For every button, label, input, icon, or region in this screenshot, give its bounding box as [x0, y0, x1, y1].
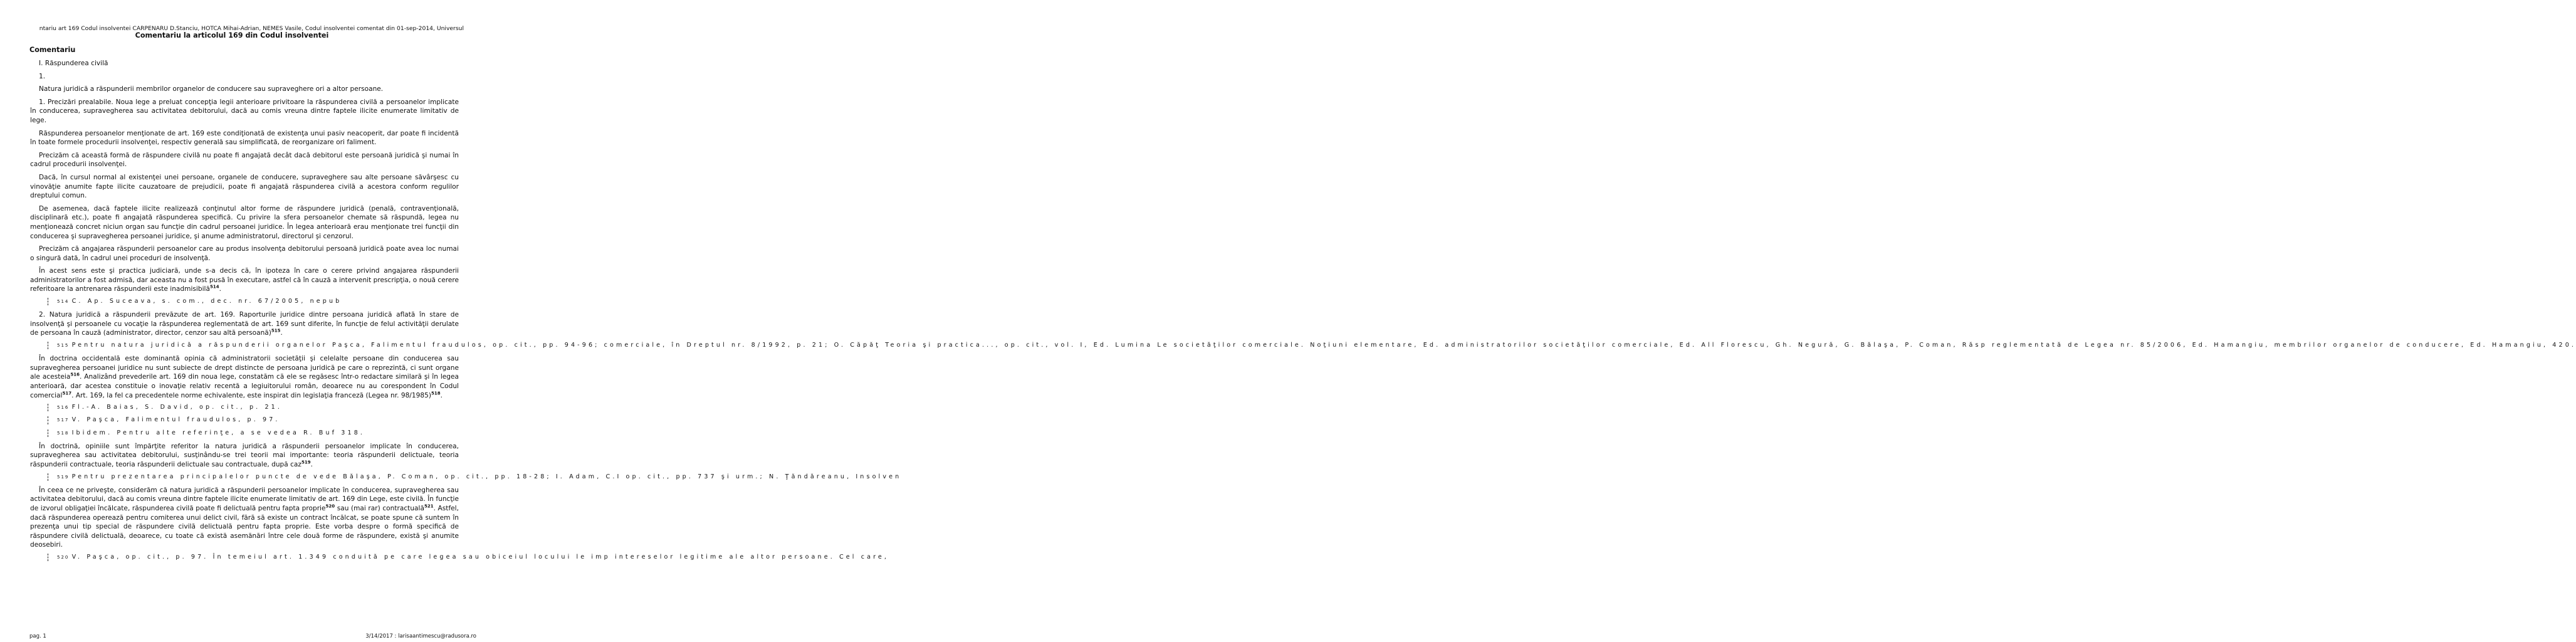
- footnote-ref: 519: [301, 460, 311, 465]
- paragraph-text: Natura juridică a răspunderii membrilor organelor de conducere sau supraveghere ori a altor persoane.: [39, 85, 384, 93]
- document-title: Comentariu la articolul 169 din Codul insolventei: [135, 31, 329, 39]
- footnote-ref: 516: [70, 372, 80, 377]
- footnote-number: 518: [57, 430, 72, 436]
- footer-stamp: 3/14/2017 : larisaantimescu@radusora.ro: [365, 633, 476, 639]
- paragraph-text: sau (mai rar) contractuală: [335, 505, 424, 512]
- footnote-ref: 521: [424, 503, 434, 509]
- paragraph: [30, 204, 459, 241]
- paragraph: [30, 59, 459, 68]
- paragraph-text: . Analizând prevederile art. 169 din noua lege, constatăm că ele se regăsesc într-o redactare similară şi în legea anterioară, dar acestea constituie o inovaţie relativ recentă a legiuitorului român, deoarece nu au corespondent în Codul comercial: [30, 373, 459, 399]
- paragraph-text: Răspunderea persoanelor menţionate de art. 169 este condiţionată de existenţa unui pasiv neacoperit, dar poate fi incidentă în toate formele procedurii insolvenţei, respectiv generală sau simplificată, de reorganizare ori faliment.: [30, 129, 459, 147]
- footnote-text: C. Ap. Suceava, s. com., dec. nr. 67/2005, nepub: [71, 298, 342, 305]
- paragraph-text: . Astfel, dacă răspunderea operează pentru comiterea unui delict civil, fără să existe un contract încălcat, se poate spune că suntem în prezenţa unui tip special de răspundere civilă delictuală pentru fapta proprie. Este vorba despre o formă specifică de răspundere civilă delictuală, deoarece, cu toate că există asemănări între cele două forme de răspundere, există şi anumite deosebiri.: [30, 505, 459, 549]
- paragraph-text: I. Răspunderea civilă: [39, 60, 108, 67]
- footnote: [48, 429, 459, 437]
- footnote-text: V. Paşca, op. cit., p. 97. În temeiul art. 1.349 conduită pe care legea sau obiceiul locului le imp intereselor legitime ale altor persoane. Cel care,: [71, 553, 889, 560]
- paragraph: [30, 442, 459, 470]
- paragraph: [30, 72, 459, 82]
- paragraph: [30, 245, 459, 263]
- page-number: pag. 1: [29, 633, 46, 639]
- footnote-number: 517: [57, 418, 72, 423]
- paragraph-text: De asemenea, dacă faptele ilicite realizează conţinutul altor forme de răspundere juridică (penală, contravenţională, disciplinară etc.), poate fi angajată răspunderea specifică. Cu privire la sfera persoanelor chemate să răspundă, legea nu menţionează concret niciun organ sau funcţie din cadrul persoanei juridice. În legea anterioară erau menţionate trei funcţii din conducerea şi supravegherea persoanei juridice, şi anume administratorul, directorul şi cenzorul.: [30, 204, 459, 240]
- paragraph: [30, 266, 459, 294]
- footnote-text: Pentru prezentarea principalelor puncte de vede Bălaşa, P. Coman, op. cit., pp. 18-28; I. Adam, C.I op. cit., pp. 737 şi urm.; N. Ţăndăreanu, Insolven: [71, 473, 902, 480]
- paragraph-text: .: [280, 329, 283, 337]
- paragraph-text: 1. Precizări prealabile. Noua lege a preluat concepţia legii anterioare privitoare la răspunderea civilă a persoanelor implicate în conducerea, supravegherea sau activitatea debitorului, dacă au comis vreuna dintre faptele ilicite enumerate limitativ de lege.: [30, 98, 459, 124]
- paragraph-text: 1.: [39, 72, 46, 80]
- footnote-ref: 518: [431, 391, 441, 396]
- paragraph-text: În doctrină, opiniile sunt împărţite referitor la natura juridică a răspunderii persoanelor implicate în conducerea, supravegherea sau activitatea debitorului, susţinându-se trei teorii mai importante: teoria răspunderii delictuale, teoria răspunderii contractuale, teoria răspunderii delictuale sau contractuale, după caz: [30, 442, 459, 469]
- paragraph-text: . Art. 169, la fel ca precedentele norme echivalente, este inspirat din legislaţia franceză (Legea nr. 98/1985): [71, 391, 431, 399]
- footnote-text: Fl.-A. Baias, S. David, op. cit., p. 21.: [71, 404, 283, 411]
- paragraph-text: Precizăm că această formă de răspundere civilă nu poate fi angajată decât dacă debitorul este persoană juridică şi numai în cadrul procedurii insolvenţei.: [30, 151, 459, 169]
- paragraph: [30, 310, 459, 338]
- footnote: [48, 298, 459, 305]
- paragraph: [30, 486, 459, 550]
- footnote-number: 516: [57, 405, 72, 411]
- paragraph-text: .: [219, 285, 221, 293]
- footnote: [48, 473, 902, 481]
- section-heading: Comentariu: [29, 46, 76, 54]
- footnote-ref: 520: [325, 503, 335, 509]
- paragraph-text: .: [310, 461, 313, 469]
- footnote: [48, 342, 2576, 349]
- footnote-ref: 514: [209, 284, 219, 290]
- paragraph-text: Precizăm că angajarea răspunderii persoanelor care au produs insolvenţa debitorului persoană juridică poate avea loc numai o singură dată, în cadrul unei proceduri de insolvenţă.: [30, 245, 459, 262]
- footnote-number: 520: [57, 554, 72, 560]
- paragraph: [30, 151, 459, 169]
- paragraph: [30, 173, 459, 201]
- footnote-text: V. Paşca, Falimentul fraudulos, p. 97.: [71, 416, 280, 424]
- paragraph-text: Dacă, în cursul normal al existenţei unei persoane, organele de conducere, supraveghere sau alte persoane săvârşesc cu vinovăţie anumite fapte ilicite cauzatoare de prejudicii, poate fi angajată răspunderea civilă a acestora conform regulilor dreptului comun.: [30, 173, 459, 200]
- paragraph-text: .: [440, 391, 442, 399]
- paragraph-text: 2. Natura juridică a răspunderii prevăzute de art. 169. Raporturile juridice dintre persoana juridică aflată în stare de insolvenţă şi persoanele cu vocaţie la răspunderea reglementată de art. 169 sunt diferite, în funcţie de felul activităţii derulate de persoana în cauză (administrator, director, cenzor sau altă persoană): [30, 311, 459, 337]
- paragraph: [30, 129, 459, 147]
- paragraph: [30, 98, 459, 125]
- footnote-number: 514: [57, 299, 72, 305]
- footnote-ref: 517: [62, 391, 72, 396]
- paragraph: [30, 354, 459, 400]
- footnote-number: 515: [57, 343, 72, 349]
- paragraph-text: În acest sens este şi practica judiciară, unde s-a decis că, în ipoteza în care o cerere privind angajarea răspunderii administratorilor a fost admisă, dar aceasta nu a fost pusă în executare, astfel că în cauză a intervenit prescripţia, o nouă cerere referitoare la antrenarea răspunderii este inadmisibilă: [30, 267, 459, 293]
- footnote-ref: 515: [271, 328, 281, 334]
- paragraph: [30, 85, 459, 94]
- footnote-number: 519: [57, 474, 72, 480]
- footnote-text: Ibidem. Pentru alte referinţe, a se vedea R. Buf 318.: [71, 429, 365, 436]
- footnote: [48, 404, 459, 411]
- footnote: [48, 553, 889, 561]
- document-body: [30, 59, 2576, 566]
- footnote: [48, 416, 459, 424]
- source-citation-line: ntariu art 169 Codul insolventei CARPENARU D.Stanciu, HOTCA Mihai-Adrian, NEMES Vasile, Codul insolventei comentat din 01-sep-2014, Universul: [39, 25, 464, 32]
- paragraph-text: În ceea ce ne priveşte, considerăm că natura juridică a răspunderii persoanelor implicate în conducerea, supravegherea sau activitatea debitorului, dacă au comis vreuna dintre faptele ilicite enumerate limitativ de art. 169 din Lege, este civilă. În funcţie de izvorul obligaţiei încălcate, răspunderea civilă poate fi delictuală pentru fapta proprie: [30, 486, 459, 512]
- paragraph-text: În doctrina occidentală este dominantă opinia că administratorii societăţii şi celelalte persoane din conducerea sau supravegherea persoanei juridice nu sunt subiecte de drept distincte de persoana juridică pe care o reprezintă, ci sunt organe ale acesteia: [30, 355, 459, 381]
- footnote-text: Pentru natura juridică a răspunderii organelor Paşca, Falimentul fraudulos, op. cit., pp. 94-96; comerciale, în Dreptul nr. 8/1992, p. 21; O. Căpăţ Teoria şi practica..., op. cit., vol. I, Ed. Lumina Le societăţilor comerciale. Noţiuni elementare, Ed. administratorilor societăţilor comerciale, Ed. All Florescu, Gh. Negură, G. Bălaşa, P. Coman, Răsp reglementată de Legea nr. 85/2006, Ed. Hamangiu, membrilor organelor de conducere, Ed. Hamangiu, 420.: [71, 342, 2576, 349]
